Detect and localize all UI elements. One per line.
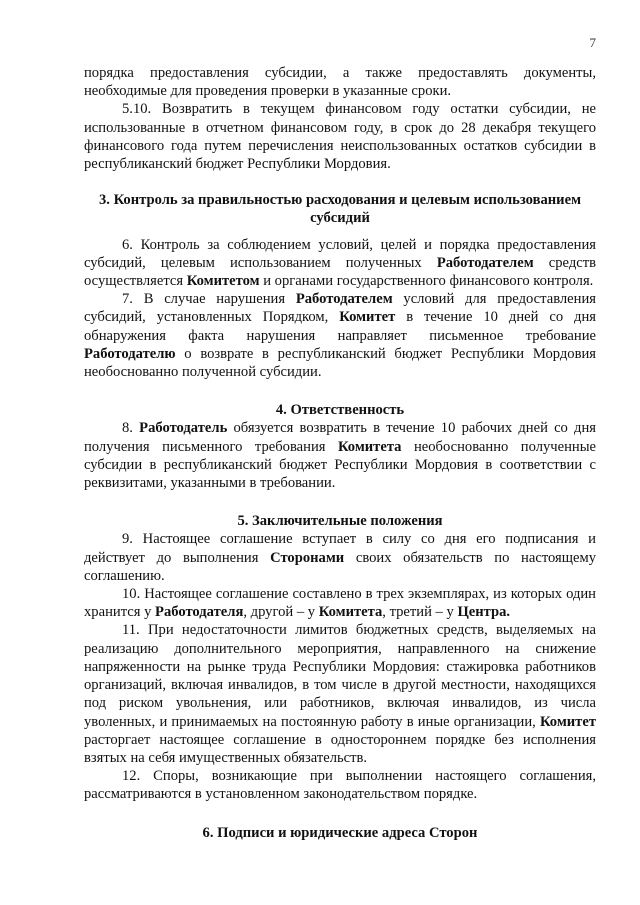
section-4-heading: 4. Ответственность [275,402,405,419]
paragraph-8: 8. Работодатель обязуется возвратить в течение 10 рабочих дней со дня получения письменного требования Комитета необоснованно полученные субсидии в республиканский бюджет Республики Мордовия в соответствии с реквизитами, указанными в требовании. [84,420,596,492]
paragraph-5-10: 5.10. Возвратить в текущем финансовом году остатки субсидии, не использованные в отчетном финансовом году, в срок до 28 декабря текущего финансового года путем перечисления неиспользованных остатков субсидии в республиканский бюджет Республики Мордовия. [84,101,596,173]
section-6-heading: 6. Подписи и юридические адреса Сторон [202,824,478,841]
paragraph-11: 11. При недостаточности лимитов бюджетных средств, выделяемых на реализацию дополнительного мероприятия, направленного на снижение напряженности на рынке труда Республики Мордовия: стажировка работников организаций, включая инвалидов, в том числе в другой местности, находящихся под риском увольнения, или работников, включая инвалидов, из числа уволенных, и принимаемых на постоянную работу в иные организации, Комитет расторгает настоящее соглашение в одностороннем порядке без исполнения взятых на себя имущественных обязательств. [84,622,596,766]
section-3-heading: 3. Контроль за правильностью расходования и целевым использованием субсидий [98,192,582,227]
paragraph-6: 6. Контроль за соблюдением условий, целей и порядка предоставления субсидий, целевым использованием полученных Работодателем средств осуществляется Комитетом и органами государственного финансового контроля. [84,236,596,290]
page-number: 7 [589,35,596,50]
paragraph-7: 7. В случае нарушения Работодателем условий для предоставления субсидий, установленных Порядком, Комитет в течение 10 дней со дня обнаружения факта нарушения направляет письменное требование Работодателю о возврате в республиканский бюджет Республики Мордовия необоснованно полученной субсидии. [84,291,596,381]
paragraph-10: 10. Настоящее соглашение составлено в трех экземплярах, из которых один хранится у Работодателя, другой – у Комитета, третий – у Центра. [84,586,596,621]
document-body [84,64,596,842]
section-5-heading: 5. Заключительные положения [237,513,443,530]
paragraph-9: 9. Настоящее соглашение вступает в силу со дня его подписания и действует до выполнения Сторонами своих обязательств по настоящему соглашению. [84,531,596,584]
paragraph-continuation: порядка предоставления субсидии, а также предоставлять документы, необходимые для проведения проверки в указанные сроки. [84,65,596,100]
paragraph-12: 12. Споры, возникающие при выполнении настоящего соглашения, рассматриваются в установленном законодательством порядке. [84,768,596,803]
